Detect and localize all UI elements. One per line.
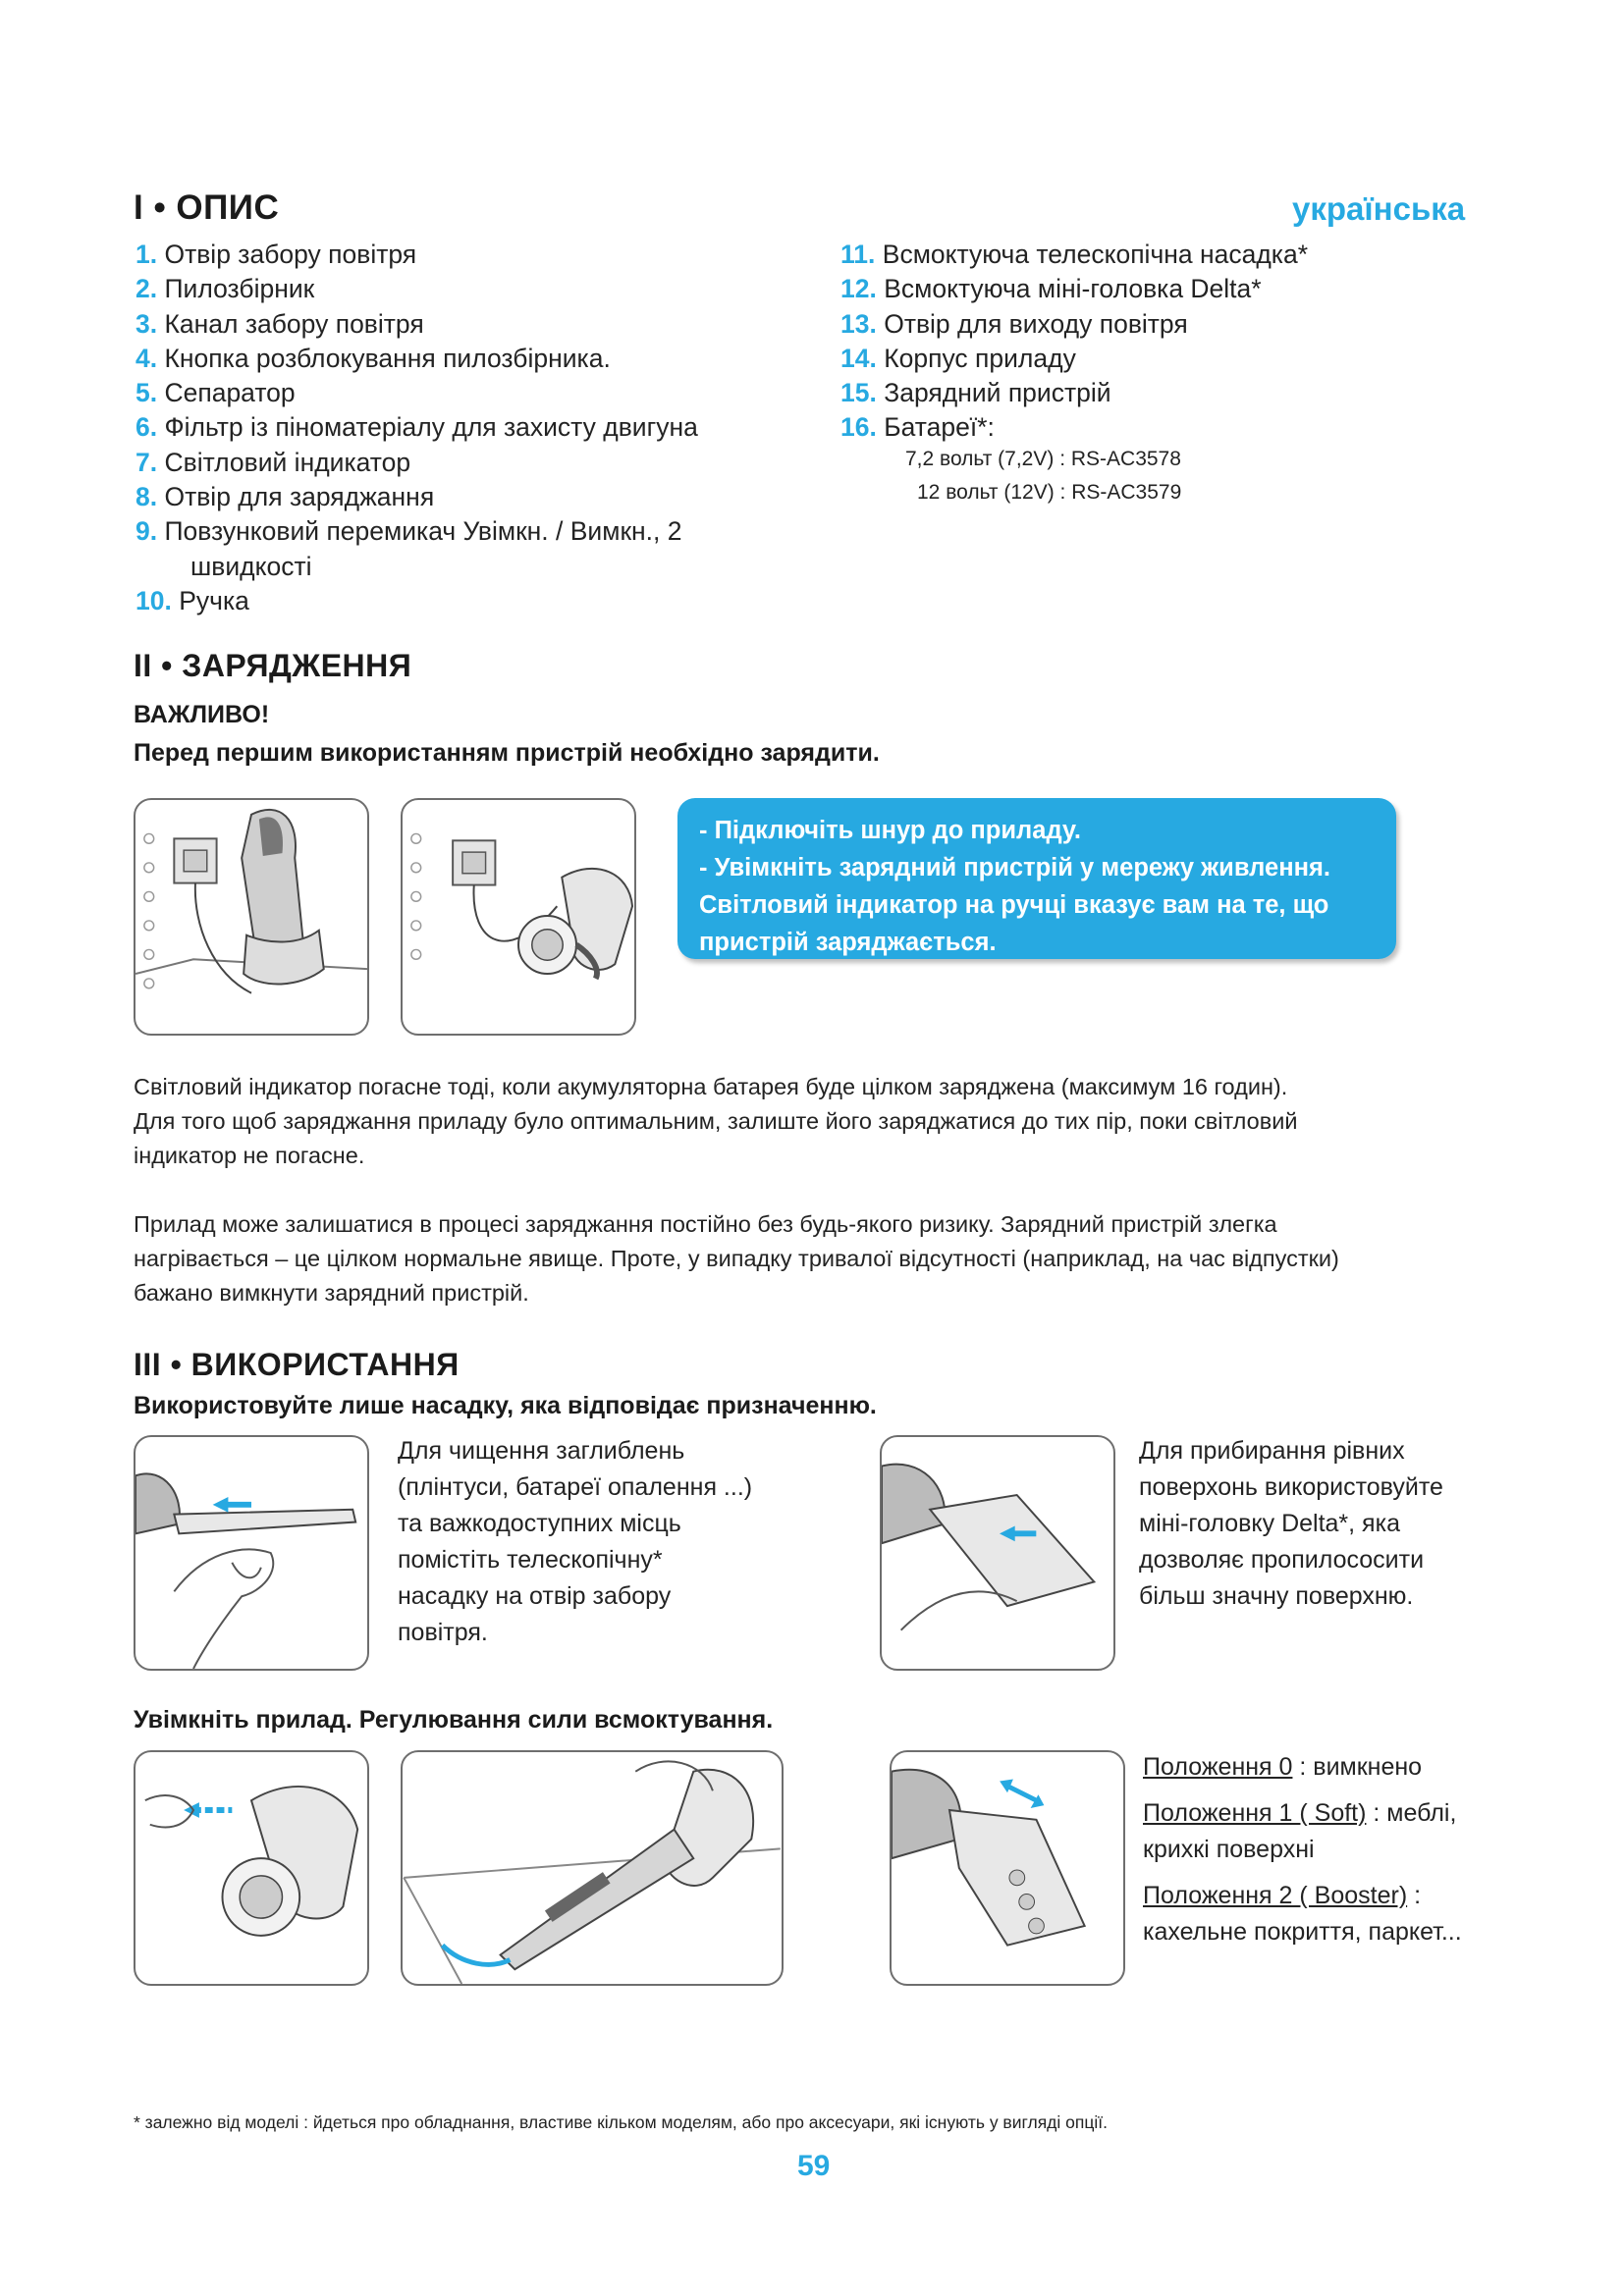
callout-line: пристрій заряджається. <box>699 929 997 956</box>
paragraph-line: Для того щоб заряджання приладу було оптимальним, залиште його заряджатися до тих пір, поки світловий <box>134 1108 1298 1134</box>
text-line: насадку на отвір забору <box>398 1582 672 1610</box>
callout-line: - Увімкніть зарядний пристрій у мережу живлення. <box>699 854 1330 881</box>
text-line: міні-головку Delta*, яка <box>1139 1510 1400 1537</box>
text-line: помістіть телескопічну* <box>398 1546 663 1574</box>
page-number: 59 <box>797 2150 831 2182</box>
list-item: 3. Канал забору повітря <box>135 308 424 339</box>
section-1-title: I • ОПИС <box>134 188 280 227</box>
list-item: 8. Отвір для заряджання <box>135 482 435 512</box>
position-0: Положення 0 : вимкнено <box>1143 1753 1423 1781</box>
position-2: Положення 2 ( Booster) : кахельне покриття, паркет... <box>1143 1882 1462 1946</box>
power-on-illustration <box>134 1750 369 1986</box>
charging-paragraph-1 <box>134 1070 1508 1173</box>
switch-heading: Увімкніть прилад. Регулювання сили всмоктування. <box>134 1706 774 1734</box>
battery-line-1: 7,2 вольт (7,2V) : RS-AC3578 <box>905 448 1181 470</box>
parts-list-right <box>840 238 1528 446</box>
text-line: поверхонь використовуйте <box>1139 1473 1443 1501</box>
text-line: Для прибирання рівних <box>1139 1437 1405 1465</box>
callout-line: Світловий індикатор на ручці вказує вам на те, що <box>699 891 1329 919</box>
list-item-continuation: швидкості <box>190 551 312 581</box>
text-line: Для чищення заглиблень <box>398 1437 685 1465</box>
speed-switch-illustration <box>890 1750 1125 1986</box>
list-item: 9. Повзунковий перемикач Увімкн. / Вимкн., 2 <box>135 516 682 547</box>
list-item: 5. Сепаратор <box>135 378 296 408</box>
text-line: повітря. <box>398 1619 488 1646</box>
list-item: 1. Отвір забору повітря <box>135 240 417 269</box>
paragraph-line: індикатор не погасне. <box>134 1143 365 1168</box>
text-line: (плінтуси, батареї опалення ...) <box>398 1473 753 1501</box>
positions-list <box>1143 1749 1536 1960</box>
charging-warning: Перед першим використанням пристрій необхідно зарядити. <box>134 739 880 767</box>
list-item: 10. Ручка <box>135 585 249 615</box>
important-label: ВАЖЛИВО! <box>134 701 270 728</box>
delta-head-illustration <box>880 1435 1115 1671</box>
callout-line: - Підключіть шнур до приладу. <box>699 817 1081 844</box>
position-1: Положення 1 ( Soft) : меблі, крихкі поверхні <box>1143 1799 1457 1863</box>
charging-paragraph-2 <box>134 1207 1508 1310</box>
telescopic-nozzle-text <box>398 1433 810 1651</box>
list-item: 12. Всмоктуюча міні-головка Delta* <box>840 274 1262 304</box>
telescopic-nozzle-illustration <box>134 1435 369 1671</box>
paragraph-line: нагрівається – це цілком нормальне явище. Проте, у випадку тривалої відсутності (наприклад, на час відпустки) <box>134 1246 1339 1271</box>
paragraph-line: бажано вимкнути зарядний пристрій. <box>134 1280 529 1306</box>
list-item: 15. Зарядний пристрій <box>840 378 1111 408</box>
list-item: 2. Пилозбірник <box>135 274 315 304</box>
section-2-title: II • ЗАРЯДЖЕННЯ <box>134 648 412 683</box>
parts-list-left <box>135 238 823 618</box>
section-3-title: III • ВИКОРИСТАННЯ <box>134 1347 460 1382</box>
vacuum-floor-illustration <box>401 1750 784 1986</box>
list-item: 4. Кнопка розблокування пилозбірника. <box>135 343 611 373</box>
language-label: українська <box>1292 190 1466 227</box>
delta-head-text <box>1139 1433 1502 1615</box>
list-item: 6. Фільтр із піноматеріалу для захисту двигуна <box>135 412 698 443</box>
charging-illustration-2 <box>401 798 636 1036</box>
battery-line-2: 12 вольт (12V) : RS-AC3579 <box>917 481 1182 504</box>
charging-callout <box>677 798 1396 959</box>
list-item: 7. Світловий індикатор <box>135 447 411 477</box>
list-item: 16. Батареї*: <box>840 412 995 443</box>
paragraph-line: Прилад може залишатися в процесі заряджання постійно без будь-якого ризику. Зарядний пристрій злегка <box>134 1211 1277 1237</box>
list-item: 13. Отвір для виходу повітря <box>840 308 1188 339</box>
text-line: більш значну поверхню. <box>1139 1582 1414 1610</box>
list-item: 14. Корпус приладу <box>840 343 1076 373</box>
charging-illustration-1 <box>134 798 369 1036</box>
text-line: та важкодоступних місць <box>398 1510 681 1537</box>
paragraph-line: Світловий індикатор погасне тоді, коли акумуляторна батарея буде цілком заряджена (максимум 16 годин). <box>134 1074 1288 1099</box>
list-item: 11. Всмоктуюча телескопічна насадка* <box>840 240 1309 269</box>
text-line: дозволяє пропилососити <box>1139 1546 1425 1574</box>
footnote: * залежно від моделі : йдеться про обладнання, властиве кільком моделям, або про аксесуари, які існують у вигляді опції. <box>134 2112 1108 2132</box>
section-3-subtitle: Використовуйте лише насадку, яка відповідає призначенню. <box>134 1392 877 1419</box>
